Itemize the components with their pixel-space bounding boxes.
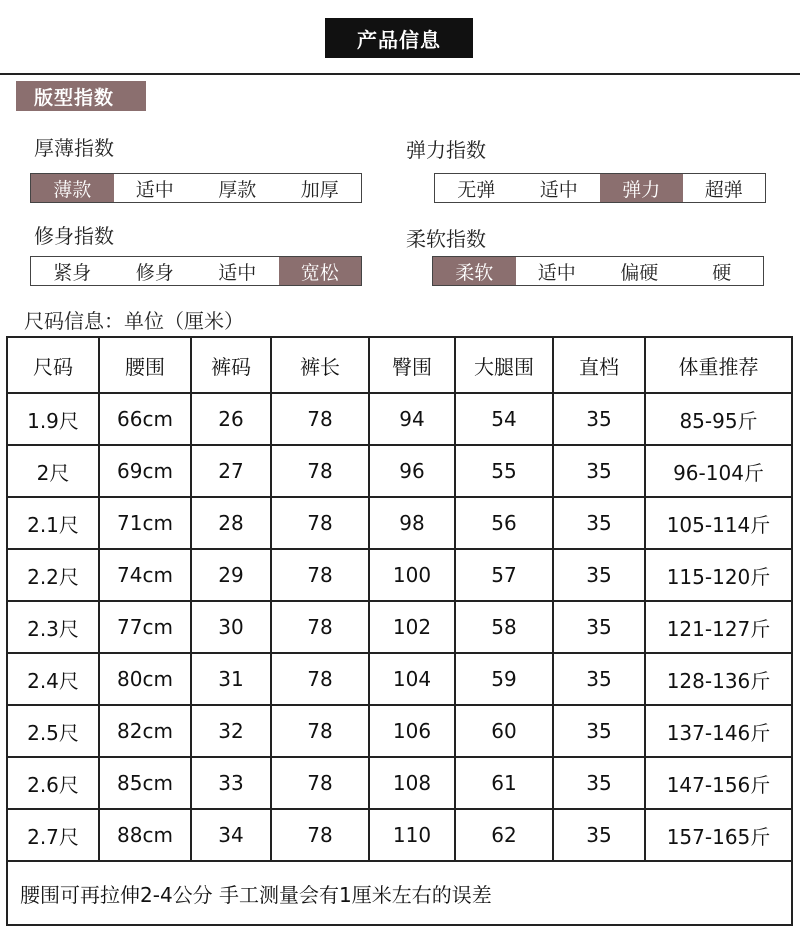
index-option: 厚款 [218,178,257,201]
table-cell: 78 [271,601,369,653]
table-cell: 26 [191,393,271,445]
index-option: 弹力 [600,174,683,202]
header-cell: 臀围 [369,337,455,393]
softness-index-label: 柔软指数 [406,227,486,251]
header-cell: 体重推荐 [645,337,792,393]
table-cell: 147-156斤 [645,757,792,809]
table-cell: 57 [455,549,553,601]
index-option: 薄款 [31,174,114,202]
table-cell: 74cm [99,549,191,601]
table-cell: 54 [455,393,553,445]
size-table-header-row [7,337,792,393]
table-cell: 108 [369,757,455,809]
table-cell: 1.9尺 [7,393,99,445]
header-cell: 尺码 [7,337,99,393]
slim-fit-index-bar [30,256,362,286]
table-cell: 35 [553,549,645,601]
table-cell: 104 [369,653,455,705]
table-cell: 100 [369,549,455,601]
table-cell: 35 [553,601,645,653]
size-note: 腰围可再拉伸2-4公分 手工测量会有1厘米左右的误差 [7,861,792,925]
table-cell: 94 [369,393,455,445]
table-cell: 35 [553,705,645,757]
table-row [7,653,792,705]
thickness-index-bar [30,173,362,203]
table-cell: 157-165斤 [645,809,792,861]
table-cell: 85-95斤 [645,393,792,445]
table-row [7,809,792,861]
table-cell: 78 [271,445,369,497]
size-table [6,336,793,926]
size-info-title: 尺码信息：单位（厘米） [24,309,244,333]
index-option: 修身 [135,261,174,284]
table-cell: 102 [369,601,455,653]
header-cell: 腰围 [99,337,191,393]
table-cell: 35 [553,393,645,445]
table-cell: 96-104斤 [645,445,792,497]
table-cell: 35 [553,497,645,549]
header-cell: 裤码 [191,337,271,393]
table-cell: 2.1尺 [7,497,99,549]
header-cell: 大腿围 [455,337,553,393]
elasticity-index-label: 弹力指数 [406,138,486,162]
table-cell: 77cm [99,601,191,653]
table-row [7,549,792,601]
table-cell: 34 [191,809,271,861]
index-option: 适中 [135,178,174,201]
index-option: 紧身 [53,261,92,284]
note-row [7,861,792,925]
table-row [7,393,792,445]
table-cell: 78 [271,497,369,549]
header-cell: 直档 [553,337,645,393]
fit-section-title: 版型指数 [16,81,146,111]
table-cell: 29 [191,549,271,601]
table-row [7,757,792,809]
table-cell: 69cm [99,445,191,497]
table-cell: 115-120斤 [645,549,792,601]
table-cell: 82cm [99,705,191,757]
elasticity-index-bar [434,173,766,203]
table-cell: 78 [271,705,369,757]
table-cell: 27 [191,445,271,497]
page-title: 产品信息 [325,18,473,58]
table-cell: 78 [271,393,369,445]
table-cell: 2尺 [7,445,99,497]
table-cell: 2.3尺 [7,601,99,653]
softness-index-bar [432,256,764,286]
table-cell: 35 [553,809,645,861]
table-cell: 78 [271,809,369,861]
table-cell: 137-146斤 [645,705,792,757]
table-cell: 2.7尺 [7,809,99,861]
table-cell: 2.5尺 [7,705,99,757]
header-cell: 裤长 [271,337,369,393]
table-cell: 105-114斤 [645,497,792,549]
table-cell: 35 [553,757,645,809]
table-cell: 78 [271,549,369,601]
table-cell: 31 [191,653,271,705]
table-cell: 121-127斤 [645,601,792,653]
slim-fit-index-label: 修身指数 [34,224,114,248]
size-table-body [7,393,792,861]
table-cell: 96 [369,445,455,497]
table-cell: 59 [455,653,553,705]
table-cell: 30 [191,601,271,653]
index-option: 硬 [712,261,732,284]
index-option: 适中 [539,178,578,201]
index-option: 适中 [218,261,257,284]
table-cell: 106 [369,705,455,757]
table-cell: 60 [455,705,553,757]
table-cell: 35 [553,445,645,497]
table-cell: 78 [271,757,369,809]
table-cell: 88cm [99,809,191,861]
index-option: 宽松 [279,257,362,285]
table-cell: 85cm [99,757,191,809]
table-row [7,601,792,653]
table-cell: 58 [455,601,553,653]
table-cell: 128-136斤 [645,653,792,705]
header-divider [0,73,800,75]
table-cell: 80cm [99,653,191,705]
index-option: 超弹 [704,178,743,201]
table-cell: 55 [455,445,553,497]
table-cell: 35 [553,653,645,705]
table-cell: 2.4尺 [7,653,99,705]
table-cell: 78 [271,653,369,705]
table-cell: 98 [369,497,455,549]
index-option: 偏硬 [620,261,659,284]
table-cell: 2.6尺 [7,757,99,809]
index-option: 加厚 [300,178,339,201]
table-row [7,497,792,549]
table-cell: 110 [369,809,455,861]
index-option: 适中 [537,261,576,284]
table-cell: 66cm [99,393,191,445]
index-option: 无弹 [457,178,496,201]
thickness-index-label: 厚薄指数 [34,136,114,160]
table-cell: 56 [455,497,553,549]
table-cell: 61 [455,757,553,809]
table-row [7,705,792,757]
table-row [7,445,792,497]
table-cell: 71cm [99,497,191,549]
table-cell: 2.2尺 [7,549,99,601]
index-option: 柔软 [433,257,516,285]
table-cell: 28 [191,497,271,549]
table-cell: 32 [191,705,271,757]
table-cell: 33 [191,757,271,809]
table-cell: 62 [455,809,553,861]
